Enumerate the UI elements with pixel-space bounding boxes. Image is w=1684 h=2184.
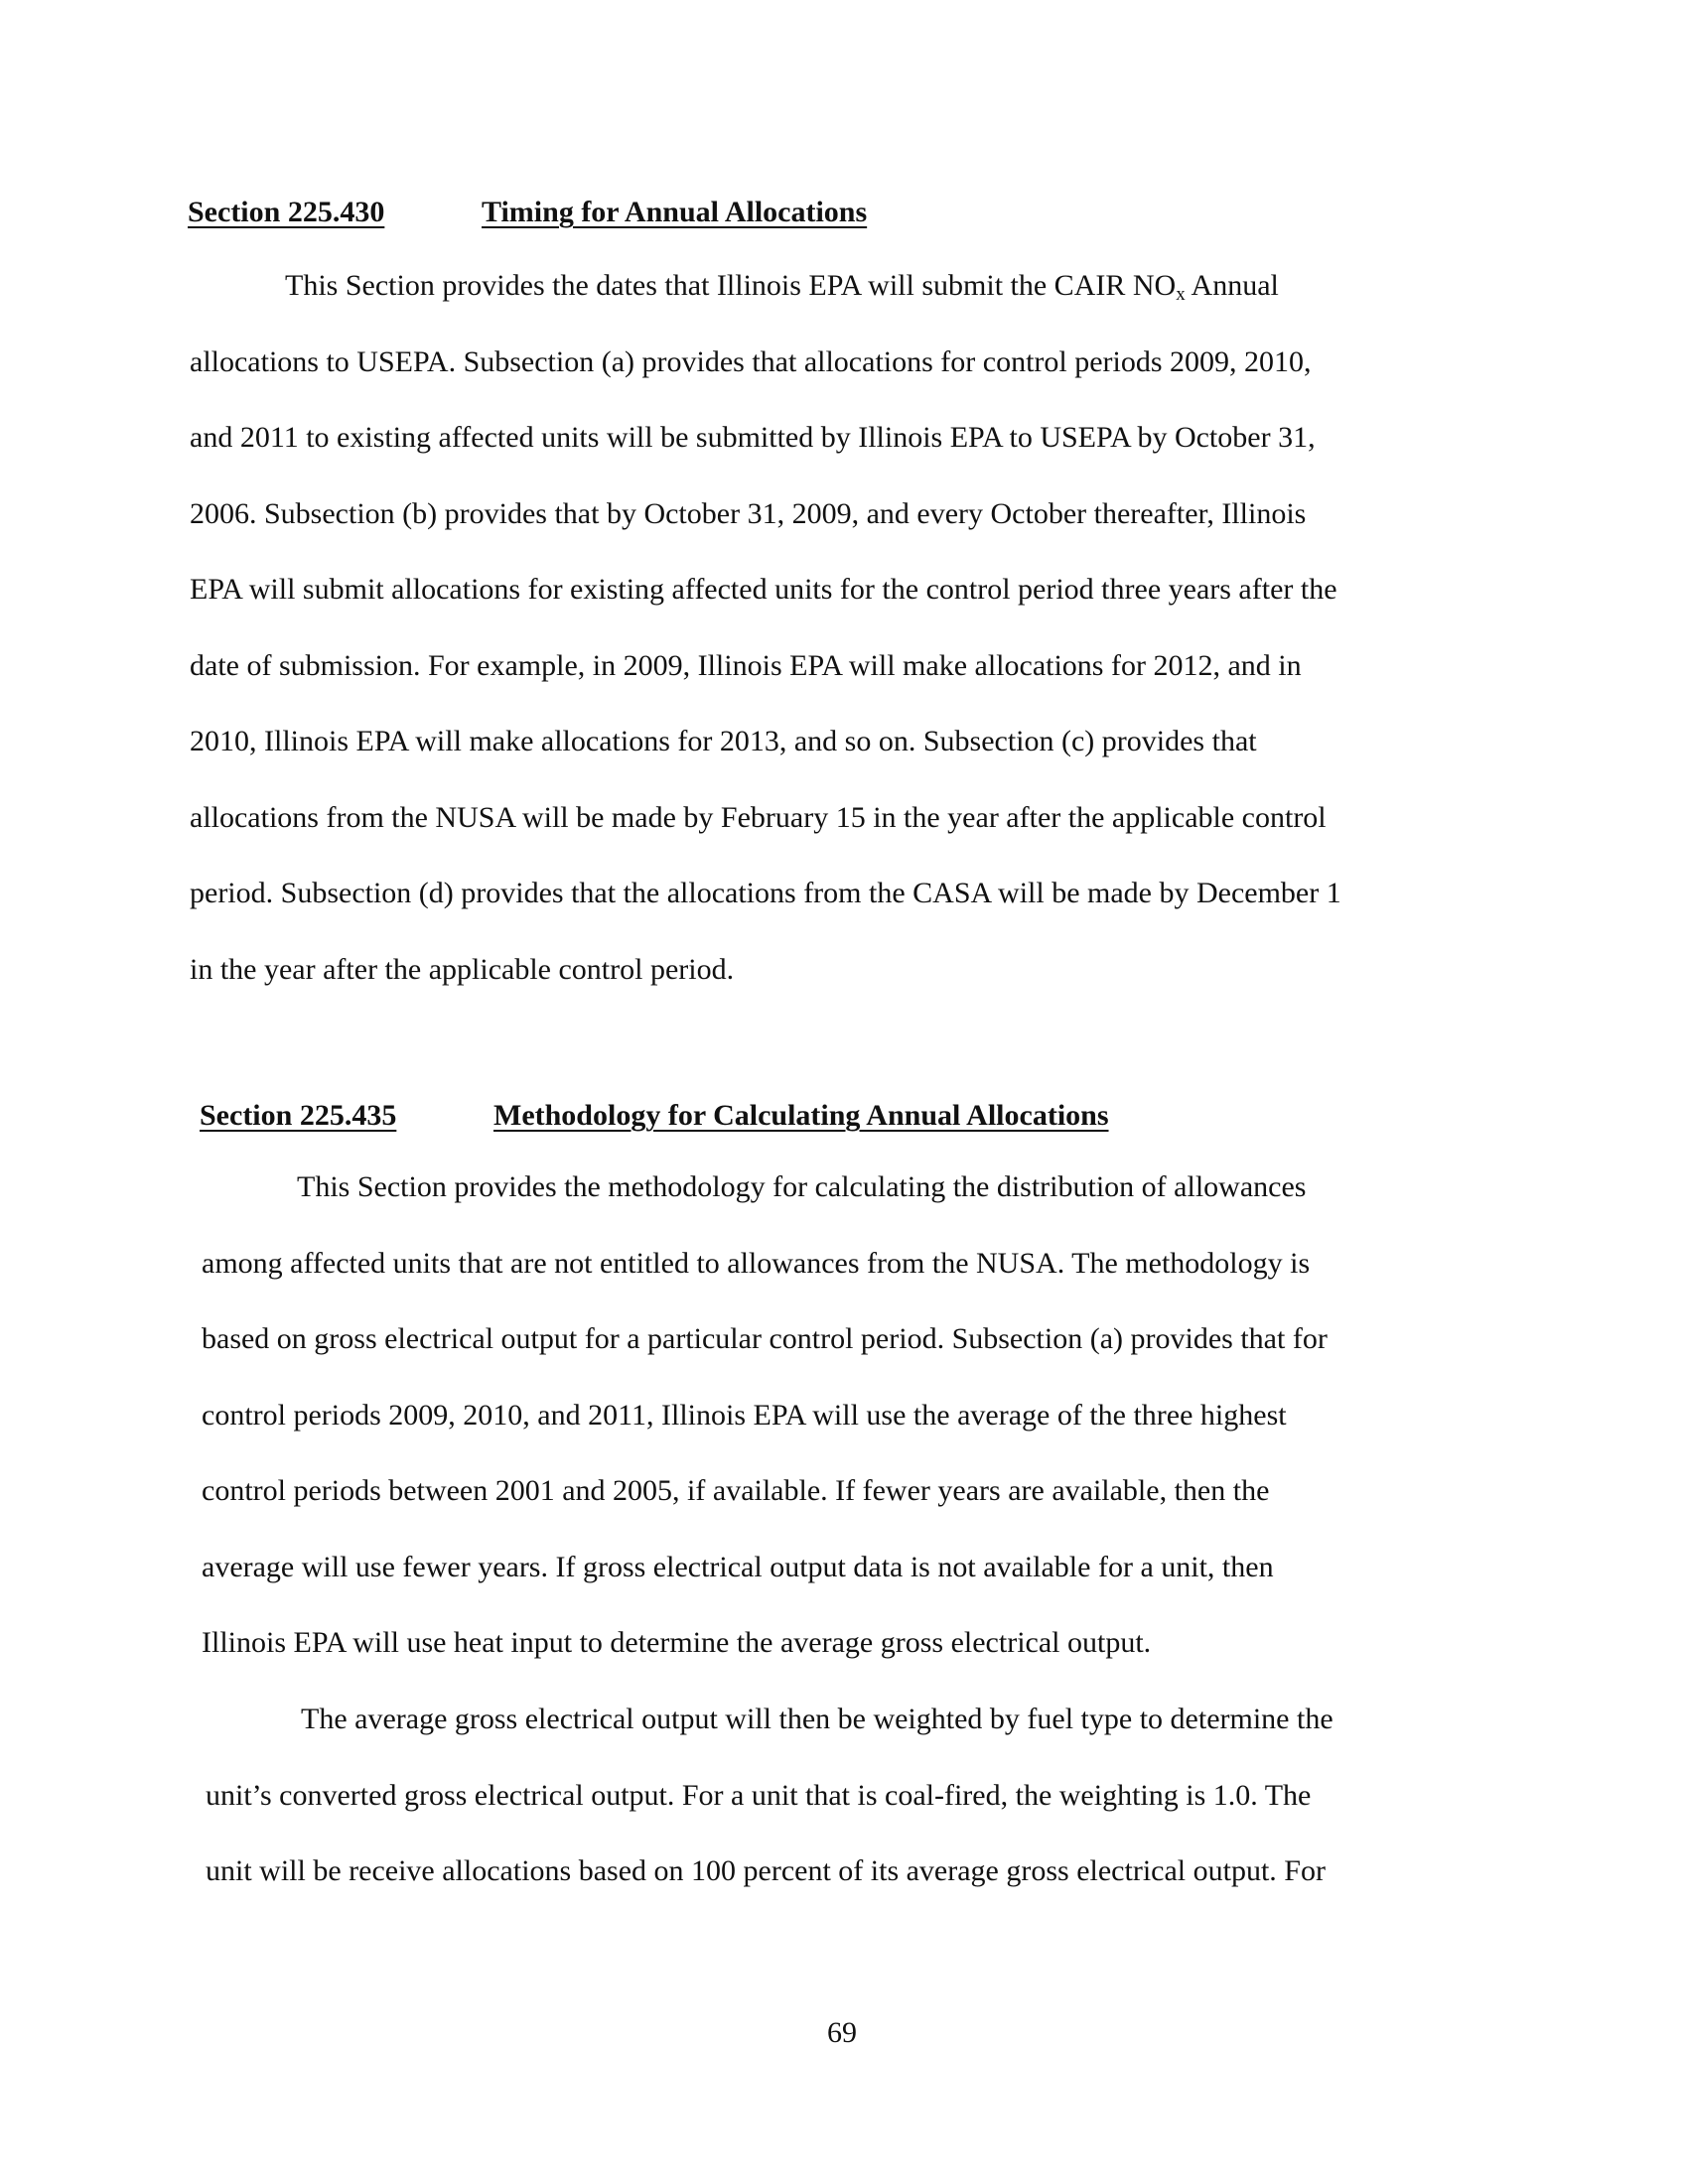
- paragraph-line: allocations from the NUSA will be made by February 15 in the year after the applicable control: [190, 800, 1327, 834]
- paragraph-line: based on gross electrical output for a particular control period. Subsection (a) provides that for: [202, 1322, 1328, 1355]
- paragraph-line: control periods 2009, 2010, and 2011, Illinois EPA will use the average of the three highest: [202, 1398, 1287, 1432]
- section-number: Section 225.435: [200, 1099, 397, 1132]
- section-title: Timing for Annual Allocations: [482, 196, 868, 228]
- paragraph-line: unit will be receive allocations based on 100 percent of its average gross electrical output. For: [206, 1854, 1326, 1887]
- section-number: Section 225.430: [188, 196, 385, 228]
- section-225-430-paragraph: [190, 248, 1341, 1008]
- paragraph-line: This Section provides the dates that Illinois EPA will submit the CAIR $NO_x$ Annual: [285, 269, 1279, 305]
- paragraph-line: 2006. Subsection (b) provides that by October 31, 2009, and every October thereafter, Illinois: [190, 496, 1307, 530]
- paragraph-line: control periods between 2001 and 2005, if available. If fewer years are available, then the: [202, 1474, 1270, 1507]
- paragraph-line: among affected units that are not entitled to allowances from the NUSA. The methodology is: [202, 1246, 1311, 1280]
- section-225-435-paragraph-2: [206, 1682, 1333, 1910]
- section-225-435-paragraph-1: [202, 1150, 1328, 1682]
- section-title: Methodology for Calculating Annual Allocations: [493, 1099, 1109, 1132]
- paragraph-line: allocations to USEPA. Subsection (a) provides that allocations for control periods 2009, 2010,: [190, 344, 1312, 378]
- paragraph-line: 2010, Illinois EPA will make allocations for 2013, and so on. Subsection (c) provides that: [190, 725, 1257, 757]
- paragraph-line: EPA will submit allocations for existing affected units for the control period three years after the: [190, 573, 1337, 606]
- paragraph-line: date of submission. For example, in 2009, Illinois EPA will make allocations for 2012, and in: [190, 648, 1302, 682]
- paragraph-line: Illinois EPA will use heat input to determine the average gross electrical output.: [202, 1626, 1152, 1659]
- paragraph-line: in the year after the applicable control period.: [190, 952, 735, 986]
- subscript-x: x: [1176, 284, 1186, 305]
- paragraph-line: average will use fewer years. If gross electrical output data is not available for a unit, then: [202, 1550, 1274, 1583]
- section-225-435-heading: [200, 1098, 1109, 1134]
- paragraph-line: period. Subsection (d) provides that the allocations from the CASA will be made by December 1: [190, 877, 1341, 909]
- section-225-430-heading: [188, 195, 867, 230]
- page-number: 69: [827, 2016, 857, 2049]
- paragraph-line: This Section provides the methodology for calculating the distribution of allowances: [297, 1170, 1307, 1203]
- paragraph-line: unit’s converted gross electrical output. For a unit that is coal-fired, the weighting is 1.0. The: [206, 1778, 1312, 1812]
- paragraph-line: and 2011 to existing affected units will be submitted by Illinois EPA to USEPA by October 31,: [190, 421, 1316, 454]
- paragraph-line: The average gross electrical output will then be weighted by fuel type to determine the: [301, 1703, 1333, 1735]
